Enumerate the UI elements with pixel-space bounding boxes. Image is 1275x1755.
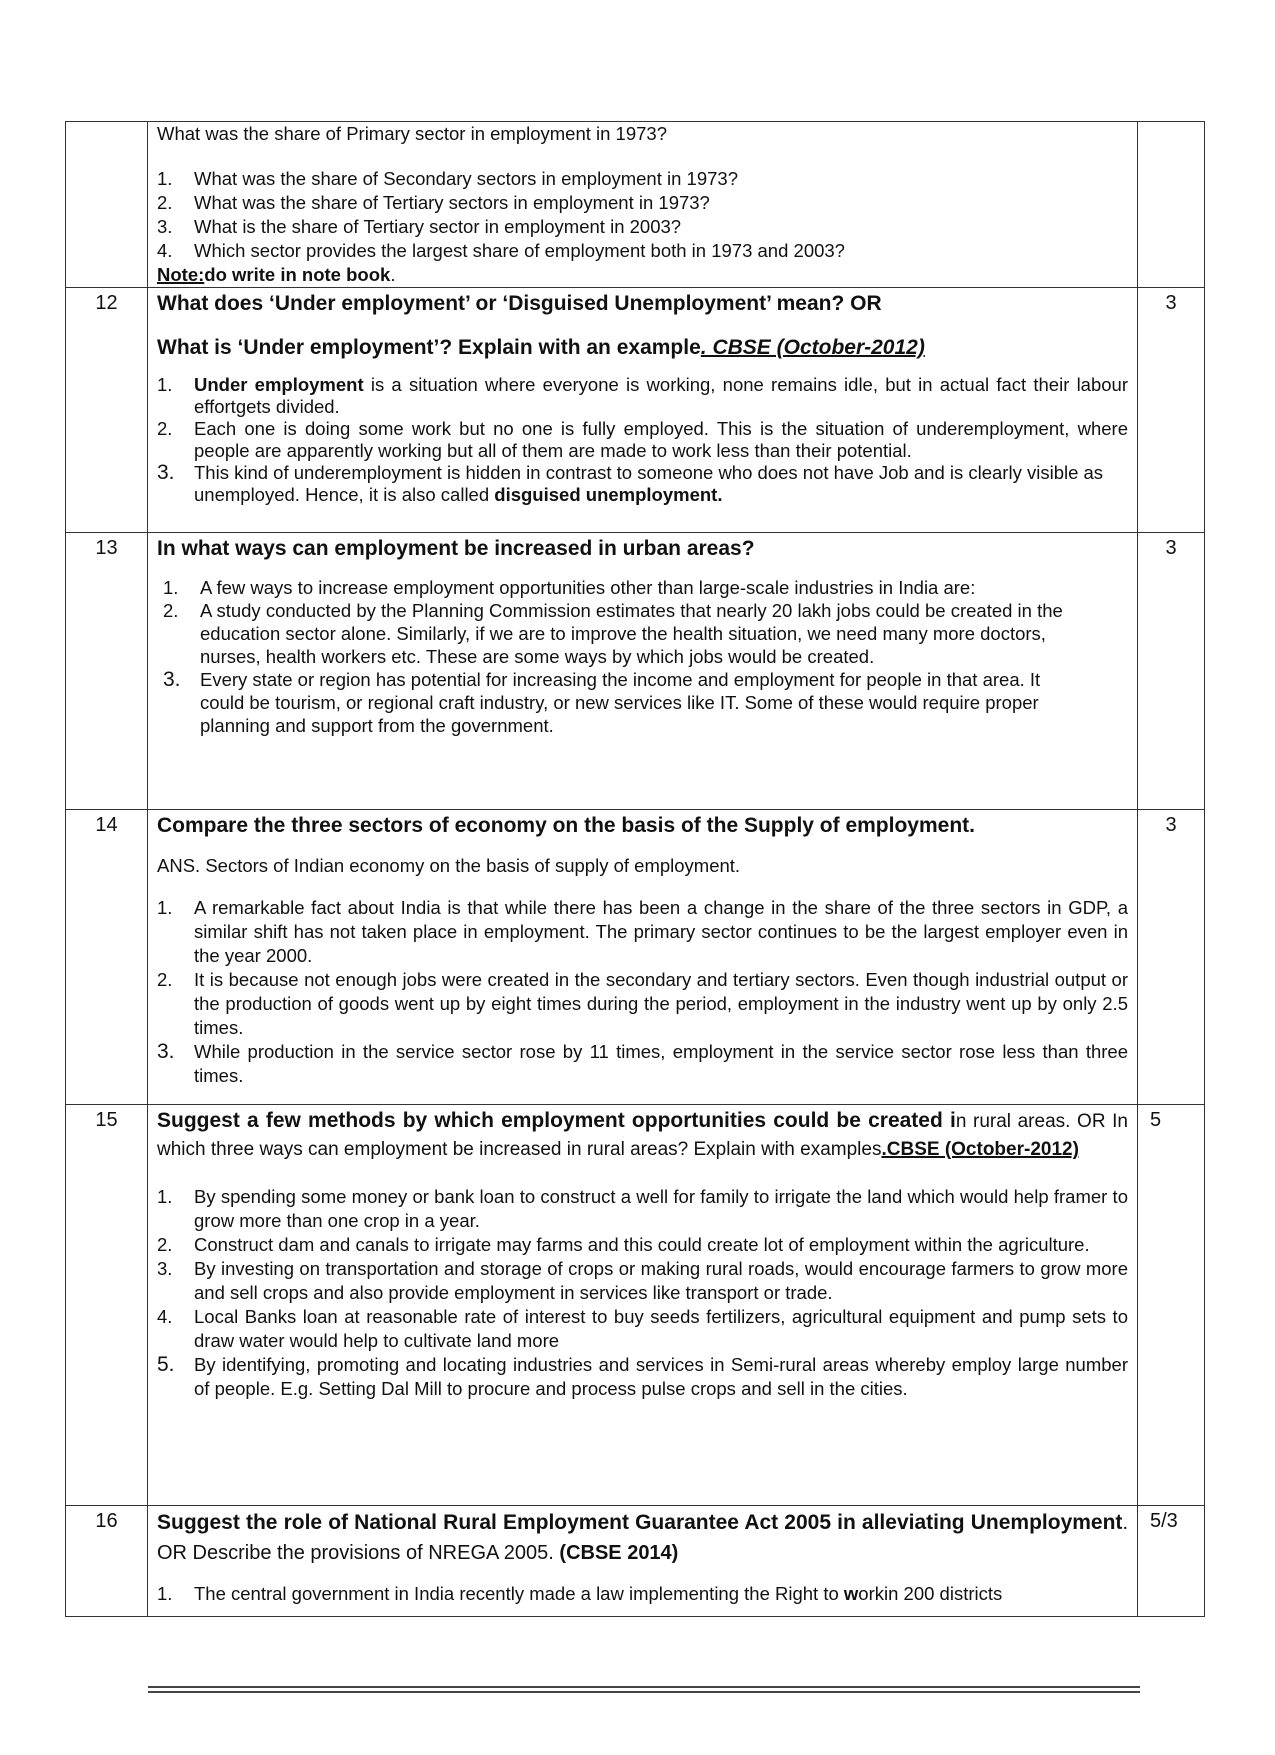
list-text: Every state or region has potential for increasing the income and employment for people in that area. It could be tourism, or regional craft industry, or new services like IT. Some of these would require proper planning and support from the government.	[200, 669, 1041, 736]
footer-rule-top	[148, 1686, 1140, 1688]
list-number: 2.	[157, 1234, 173, 1255]
question-body	[148, 1506, 1138, 1617]
list-number: 2.	[157, 969, 173, 990]
footer-rule-bottom	[148, 1691, 1140, 1693]
note-label: Note:	[157, 264, 205, 285]
list-item	[163, 576, 1068, 599]
table-row-q14	[66, 810, 1205, 1105]
list-text: By spending some money or bank loan to construct a well for family to irrigate the land which would help framer to grow more than one crop in a year.	[194, 1186, 1128, 1231]
list-text: A few ways to increase employment opportunities other than large-scale industries in India are:	[200, 577, 976, 598]
exam-reference: .CBSE (October-2012)	[881, 1139, 1079, 1160]
question-list	[157, 167, 1128, 263]
table-row-q12	[66, 288, 1205, 533]
question-number: 13	[66, 533, 148, 810]
list-item: 3. This kind of underemployment is hidden in contrast to someone who does not have Job and is clearly visible as unemployed. Hence, it is also called disguised unemployment.	[157, 461, 1104, 505]
list-text: What was the share of Tertiary sectors in employment in 1973?	[194, 192, 710, 213]
list-item	[163, 668, 1068, 737]
question-number: 14	[66, 810, 148, 1105]
list-text: Which sector provides the largest share of employment both in 1973 and 2003?	[194, 240, 845, 261]
list-item: 1. Under employment is a situation where everyone is working, none remains idle, but in actual fact their labour effortgets divided.	[157, 374, 1128, 417]
list-item	[157, 239, 1128, 263]
question-number: 12	[66, 288, 148, 533]
list-item: 1. The central government in India recently made a law implementing the Right to workin 200 districts	[157, 1583, 1003, 1604]
list-number: 2.	[157, 192, 173, 213]
question-text-alt: What is ‘Under employment’? Explain with an example. CBSE (October-2012)	[157, 336, 925, 359]
answer-list	[157, 576, 1128, 737]
list-number: 1.	[157, 897, 173, 918]
marks: 3	[1138, 810, 1205, 1105]
list-text: A remarkable fact about India is that while there has been a change in the share of the three sectors in GDP, a similar shift has not taken place in employment. The primary sector continues to be the largest employer even in the year 2000.	[194, 897, 1128, 966]
qa-table	[65, 121, 1205, 1617]
question-body	[148, 810, 1138, 1105]
list-number: 1.	[163, 577, 179, 598]
question-body	[148, 533, 1138, 810]
note: Note:do write in note book.	[157, 264, 396, 285]
list-item	[163, 599, 1068, 668]
list-text: What is the share of Tertiary sector in employment in 2003?	[194, 216, 682, 237]
list-text: Local Banks loan at reasonable rate of interest to buy seeds fertilizers, agricultural equipment and pump sets to draw water would help to cultivate land more	[194, 1306, 1128, 1351]
answer-list	[157, 1185, 1128, 1401]
table-row-q15	[66, 1105, 1205, 1506]
list-item	[157, 167, 1128, 191]
marks: 3	[1138, 288, 1205, 533]
table-row-q13	[66, 533, 1205, 810]
table-row-q16	[66, 1506, 1205, 1617]
question-body	[148, 288, 1138, 533]
list-number: 3.	[163, 668, 181, 691]
question-text: Suggest the role of National Rural Employment Guarantee Act 2005 in alleviating Unemployment. OR Describe the provisions of NREGA 2005. (CBSE 2014)	[157, 1511, 1128, 1564]
question-body	[148, 122, 1138, 288]
list-number: 1.	[157, 168, 173, 189]
question-text: In what ways can employment be increased in urban areas?	[157, 537, 755, 560]
list-item	[157, 1233, 1128, 1257]
table-row-continuation	[66, 122, 1205, 288]
list-number: 3.	[157, 1040, 175, 1063]
list-text: By identifying, promoting and locating industries and services in Semi-rural areas whereby employ large number of people. E.g. Setting Dal Mill to procure and process pulse crops and sell in the cities.	[194, 1354, 1128, 1399]
answer-heading: ANS. Sectors of Indian economy on the basis of supply of employment.	[157, 855, 741, 876]
question-text: Suggest a few methods by which employment opportunities could be created in rural areas. OR In which three ways can employment be increased in rural areas? Explain with examples.CBSE (October-2012)	[157, 1109, 1128, 1160]
list-item	[157, 896, 1128, 968]
list-number: 5.	[157, 1353, 175, 1376]
list-item	[157, 215, 1128, 239]
marks: 5	[1138, 1105, 1205, 1506]
list-item	[157, 1305, 1128, 1353]
intro-question: What was the share of Primary sector in employment in 1973?	[157, 123, 668, 144]
question-number: 15	[66, 1105, 148, 1506]
list-number: 3.	[157, 1258, 173, 1279]
list-item	[157, 1040, 1128, 1088]
marks-cell	[1138, 122, 1205, 288]
question-number: 16	[66, 1506, 148, 1617]
list-item	[157, 191, 1128, 215]
question-body	[148, 1105, 1138, 1506]
exam-reference: (CBSE 2014)	[559, 1542, 679, 1564]
question-number-cell	[66, 122, 148, 288]
question-text: Compare the three sectors of economy on the basis of the Supply of employment.	[157, 814, 975, 837]
list-item	[157, 1185, 1128, 1233]
list-text: Construct dam and canals to irrigate may farms and this could create lot of employment within the agriculture.	[194, 1234, 1090, 1255]
note-text: do write in note book	[204, 264, 391, 285]
list-number: 3.	[157, 216, 173, 237]
list-text: What was the share of Secondary sectors in employment in 1973?	[194, 168, 738, 189]
list-number: 1.	[157, 1186, 173, 1207]
list-item	[157, 968, 1128, 1040]
answer-list	[157, 374, 1128, 506]
list-number: 4.	[157, 240, 173, 261]
answer-list	[157, 1582, 1128, 1606]
list-text: A study conducted by the Planning Commission estimates that nearly 20 lakh jobs could be created in the education sector alone. Similarly, if we are to improve the health situation, we need many more doctors, nurses, health workers etc. These are some ways by which jobs would be created.	[200, 600, 1063, 667]
question-text: What does ‘Under employment’ or ‘Disguised Unemployment’ mean? OR	[157, 292, 882, 315]
exam-reference: . CBSE (October-2012)	[700, 336, 925, 359]
list-item	[157, 1353, 1128, 1401]
list-text: It is because not enough jobs were created in the secondary and tertiary sectors. Even though industrial output or the production of goods went up by eight times during the period, employment in the industry went up by only 2.5 times.	[194, 969, 1128, 1038]
answer-list	[157, 896, 1128, 1088]
list-item	[157, 1257, 1128, 1305]
list-number: 2.	[163, 600, 179, 621]
list-number: 4.	[157, 1306, 173, 1327]
marks: 5/3	[1138, 1506, 1205, 1617]
list-item: 2. Each one is doing some work but no one is fully employed. This is the situation of underemployment, where people are apparently working but all of them are made to work less than their potential.	[157, 418, 1128, 461]
marks: 3	[1138, 533, 1205, 810]
list-text: While production in the service sector rose by 11 times, employment in the service sector rose less than three times.	[194, 1041, 1128, 1086]
list-text: By investing on transportation and storage of crops or making rural roads, would encourage farmers to grow more and sell crops and also provide employment in services like transport or trade.	[194, 1258, 1128, 1303]
